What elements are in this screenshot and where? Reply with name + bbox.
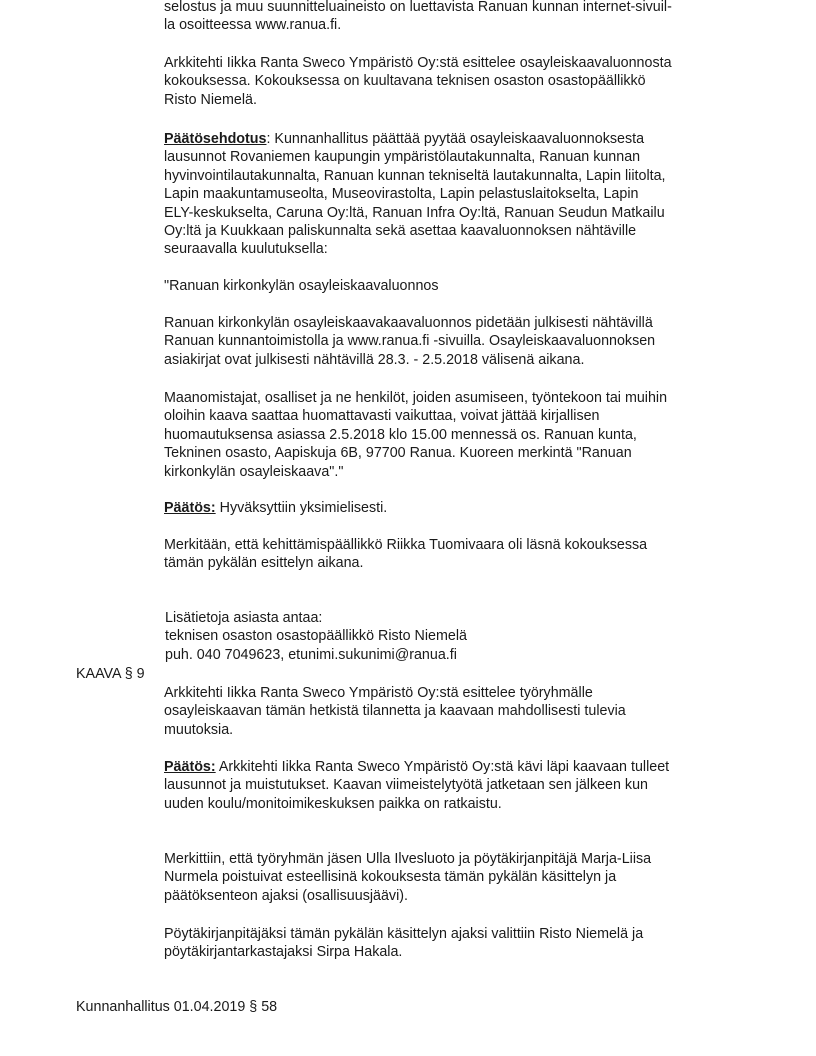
note-2-paragraph [164,850,744,905]
presentation-line: kokouksessa. Kokouksessa on kuultavana teknisen osaston osastopäällikkö [164,73,646,90]
proposal-line: Lapin maakuntamuseolta, Museovirastolta, Lapin pelastuslaitokselta, Lapin [164,186,639,203]
info-line: puh. 040 7049623, etunimi.sukunimi@ranua.fi [165,646,457,663]
decision-2-label: Päätös: [164,759,216,775]
presentation-2-line: Arkkitehti Iikka Ranta Sweco Ympäristö Oy:stä esittelee työryhmälle [164,685,593,701]
notice-line: Ranuan kirkonkylän osayleiskaavakaavaluonnos pidetään julkisesti nähtävillä [164,315,653,331]
proposal-line: ELY-keskukselta, Caruna Oy:ltä, Ranuan Infra Oy:ltä, Ranuan Seudun Matkailu [164,204,665,221]
note-3-paragraph [164,925,744,962]
note-2-line: päätöksenteon ajaksi (osallisuusjäävi). [164,887,408,904]
presentation-line: Arkkitehti Iikka Ranta Sweco Ympäristö Oy:stä esittelee osayleiskaavaluonnosta [164,55,672,71]
note-3-line: Pöytäkirjanpitäjäksi tämän pykälän käsittelyn ajaksi valittiin Risto Niemelä ja [164,926,644,942]
note-3-line: pöytäkirjantarkastajaksi Sirpa Hakala. [164,944,403,961]
notice-paragraph-1 [164,314,744,369]
notice-line: Ranuan kunnantoimistolla ja www.ranua.fi -sivuilla. Osayleiskaavaluonnoksen [164,333,656,350]
intro-line: la osoitteessa www.ranua.fi. [164,17,342,34]
notice-line: kirkonkylän osayleiskaava"." [164,463,344,480]
notice-line: Maanomistajat, osalliset ja ne henkilöt, joiden asumiseen, työntekoon tai muihin [164,390,668,406]
presentation-line: Risto Niemelä. [164,91,257,108]
decision-1-text: Hyväksyttiin yksimielisesti. [215,500,388,516]
note-2-line: Merkittiin, että työryhmän jäsen Ulla Ilvesluoto ja pöytäkirjanpitäjä Marja-Liisa [164,851,652,867]
notice-title-text: "Ranuan kirkonkylän osayleiskaavaluonnos [164,278,439,294]
decision-2-line: uuden koulu/monitoimikeskuksen paikka on ratkaistu. [164,795,502,812]
note-1-line: Merkitään, että kehittämispäällikkö Riikka Tuomivaara oli läsnä kokouksessa [164,537,648,553]
decision-1-label: Päätös: [164,500,216,516]
proposal-line: seuraavalla kuulutuksella: [164,241,328,258]
decision-2-first-line [164,758,744,776]
info-line: teknisen osaston osastopäällikkö Risto Niemelä [165,628,467,645]
notice-paragraph-2 [164,389,744,481]
note-1-paragraph [164,536,744,573]
proposal-line: hyvinvointilautakunnalta, Ranuan kunnan tekniseltä lautakunnalta, Lapin liitolta, [164,167,666,184]
proposal-label: Päätösehdotus [164,131,267,147]
notice-line: asiakirjat ovat julkisesti nähtävillä 28.3. - 2.5.2018 välisenä aikana. [164,351,585,368]
notice-line: Tekninen osasto, Aapiskuja 6B, 97700 Ranua. Kuoreen merkintä "Ranuan [164,445,632,462]
decision-1 [164,499,744,517]
notice-title [164,277,744,295]
decision-2-line: lausunnot ja muistutukset. Kaavan viimeistelytyötä jatketaan sen jälkeen kun [164,777,648,794]
intro-line: selostus ja muu suunnitteluaineisto on luettavista Ranuan kunnan internet-sivuil- [164,0,672,15]
note-2-line: Nurmela poistuivat esteellisinä kokouksesta tämän pykälän käsittelyn ja [164,869,617,886]
note-1-line: tämän pykälän esittelyn aikana. [164,555,364,572]
proposal-paragraph [164,130,744,259]
section-reference: KAAVA § 9 [76,666,145,682]
proposal-first-line [164,130,744,148]
decision-2 [164,758,744,813]
presentation-2-line: muutoksia. [164,721,234,738]
presentation-2-line: osayleiskaavan tämän hetkistä tilannetta ja kaavaan mahdollisesti tulevia [164,703,626,720]
info-line: Lisätietoja asiasta antaa: [165,610,323,626]
notice-line: oloihin kaava saattaa huomattavasti vaikuttaa, voivat jättää kirjallisen [164,408,600,425]
presentation-paragraph [164,54,744,109]
footer-reference: Kunnanhallitus 01.04.2019 § 58 [76,999,278,1015]
proposal-first-text: : Kunnanhallitus päättää pyytää osayleiskaavaluonnoksesta [266,131,645,147]
info-paragraph [165,609,745,664]
notice-line: huomautuksensa asiassa 2.5.2018 klo 15.00 mennessä os. Ranuan kunta, [164,426,637,443]
decision-2-first-text: Arkkitehti Iikka Ranta Sweco Ympäristö Oy:stä kävi läpi kaavaan tulleet [215,759,670,775]
proposal-line: Oy:ltä ja Kuukkaan paliskunnalta sekä asettaa kaavaluonnoksen nähtäville [164,223,637,240]
presentation-2-paragraph [164,684,744,739]
proposal-line: lausunnot Rovaniemen kaupungin ympäristölautakunnalta, Ranuan kunnan [164,149,641,166]
intro-paragraph [164,0,744,35]
decision-1-line [164,499,744,517]
